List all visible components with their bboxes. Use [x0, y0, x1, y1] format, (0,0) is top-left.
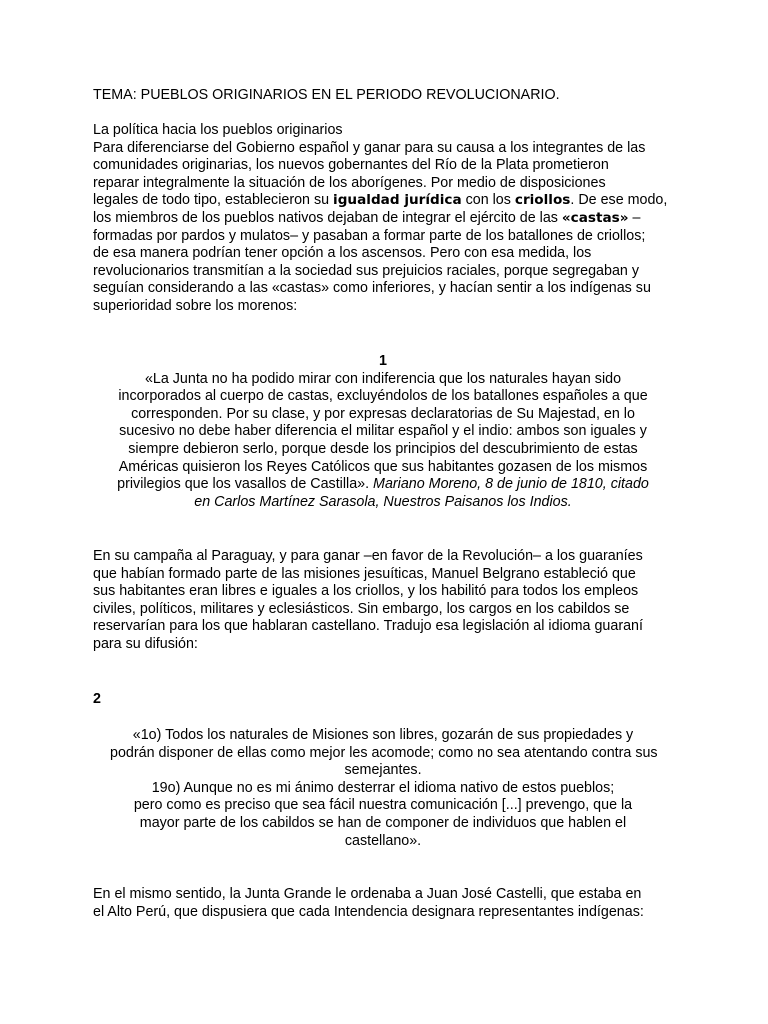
citation: Mariano Moreno, 8 de junio de 1810, citado — [373, 476, 649, 493]
citation: en Carlos Martínez Sarasola, Nuestros Paisanos los Indios. — [194, 493, 572, 510]
bold-term: criollos — [514, 192, 571, 209]
section-heading: La política hacia los pueblos originarios — [93, 122, 343, 138]
quote-moreno: 1 «La Junta no ha podido mirar con indiferencia que los naturales hayan sido incorporados al cuerpo de castas, excluyéndolos de los batallones españoles a que corresponden. Por su clase, y por expresas declaratorias de Su Majestad, en lo sucesivo no debe haber diferencia el militar español y el indio: ambos son iguales y siempre debieron serlo, porque desde los principios del descubrimiento de estas Américas quisieron los Reyes Católicos que sus habitantes gozasen de los mismos privilegios que los vasallos de Castilla». Mariano Moreno, 8 de junio de 1810, citado en Carlos Martínez Sarasola, Nuestros Paisanos los Indios. — [110, 353, 656, 511]
quote-number: 1 — [379, 353, 387, 369]
bold-term: «castas» — [561, 209, 629, 226]
bold-term: igualdad jurídica — [333, 192, 462, 209]
page-title: TEMA: PUEBLOS ORIGINARIOS EN EL PERIODO REVOLUCIONARIO. — [93, 87, 560, 103]
quote-number-2: 2 — [93, 691, 101, 707]
paragraph-politica: La política hacia los pueblos originarios Para diferenciarse del Gobierno español y ganar para su causa a los integrantes de las comunidades originarias, los nuevos gobernantes del Río de la Plata prometieron reparar integralmente la situación de los aborígenes. Por medio de disposiciones legales de todo tipo, establecieron su igualdad jurídica con los criollos. De ese modo, los miembros de los pueblos nativos dejaban de integrar el ejército de las «castas» – formadas por pardos y mulatos– y pasaban a formar parte de los batallones de criollos; de esa manera podrían tener opción a los ascensos. Pero con esa medida, los revolucionarios transmitían a la sociedad sus prejuicios raciales, porque segregaban y seguían considerando a las «castas» como inferiores, y hacían sentir a los indígenas su superioridad sobre los morenos: — [93, 122, 668, 314]
paragraph-castelli: En el mismo sentido, la Junta Grande le ordenaba a Juan José Castelli, que estaba en el Alto Perú, que dispusiera que cada Intendencia designara representantes indígenas: — [93, 886, 644, 920]
quote-belgrano: «1o) Todos los naturales de Misiones son libres, gozarán de sus propiedades y podrán disponer de ellas como mejor les acomode; como no sea atentando contra sus semejantes. 19o) Aunque no es mi ánimo desterrar el idioma nativo de estos pueblos; pero como es preciso que sea fácil nuestra comunicación [...] prevengo, que la mayor parte de los cabildos se han de componer de individuos que hablen el castellano». — [110, 727, 658, 849]
paragraph-belgrano: En su campaña al Paraguay, y para ganar –en favor de la Revolución– a los guaraníes que habían formado parte de las misiones jesuíticas, Manuel Belgrano estableció que sus habitantes eran libres e iguales a los criollos, y los habilitó para todos los empleos civiles, políticos, militares y eclesiásticos. Sin embargo, los cargos en los cabildos se reservarían para los que hablaran castellano. Tradujo esa legislación al idioma guaraní para su difusión: — [93, 548, 643, 652]
